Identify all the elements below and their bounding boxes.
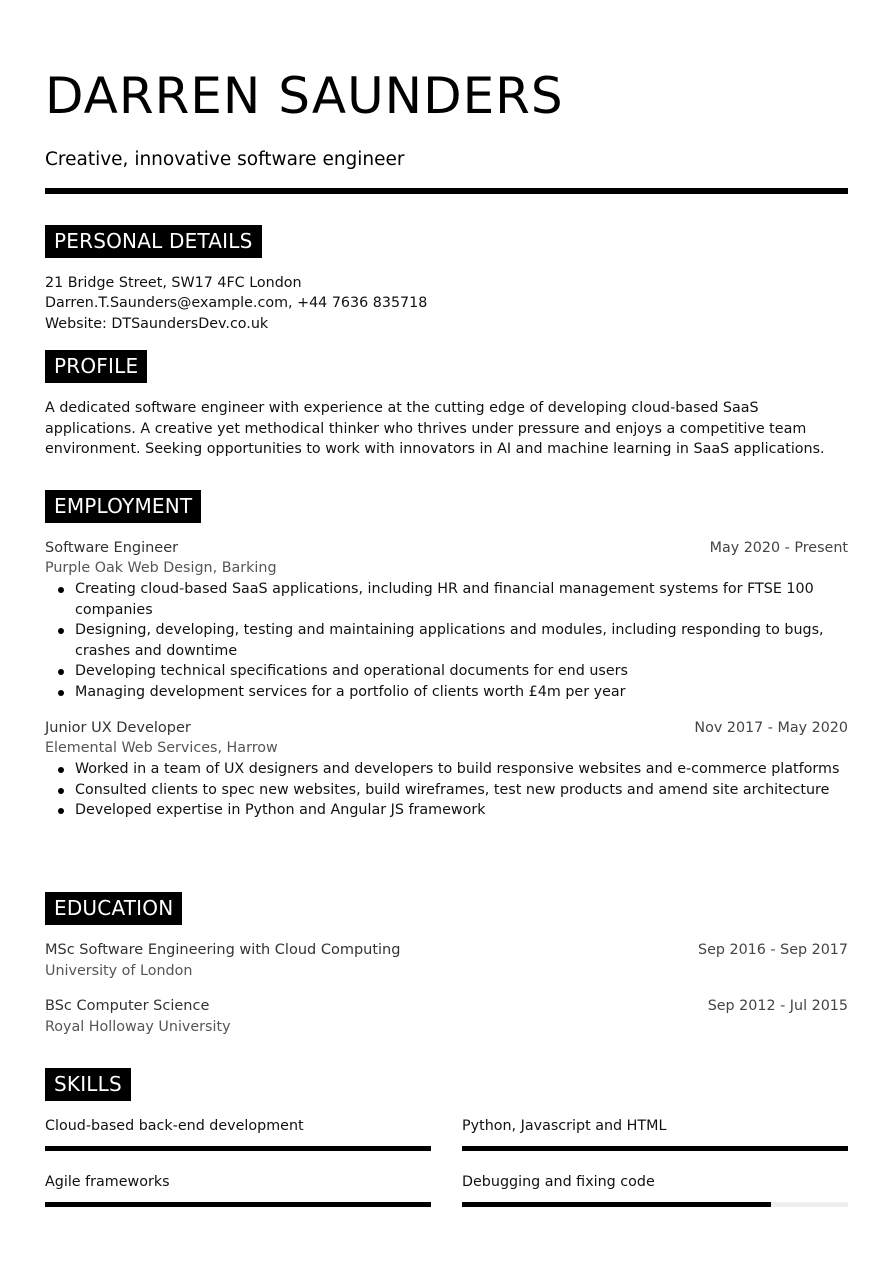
skill-level-bar (45, 1146, 431, 1151)
job-dates: Nov 2017 - May 2020 (694, 720, 848, 736)
skill-level-bar (462, 1146, 848, 1151)
section-title-education: EDUCATION (45, 892, 182, 925)
education-dates: Sep 2016 - Sep 2017 (698, 942, 848, 958)
contact-line: Darren.T.Saunders@example.com, +44 7636 835718 (45, 295, 428, 311)
job-duty: Consulted clients to spec new websites, build wireframes, test new products and amend site architecture (75, 780, 848, 801)
job-duty: Creating cloud-based SaaS applications, including HR and financial management systems for FTSE 100 companies (75, 579, 848, 620)
education-dates: Sep 2012 - Jul 2015 (707, 998, 848, 1014)
job-duty: Managing development services for a portfolio of clients worth £4m per year (75, 682, 848, 703)
section-title-employment: EMPLOYMENT (45, 490, 201, 523)
section-title-profile: PROFILE (45, 350, 147, 383)
school-name: University of London (45, 963, 193, 979)
job-duty: Developed expertise in Python and Angular JS framework (75, 800, 848, 821)
skill-item (462, 1172, 848, 1192)
skill-level-fill (462, 1202, 771, 1207)
skill-level-bar (45, 1202, 431, 1207)
job-duty: Designing, developing, testing and maintaining applications and modules, including responding to bugs, crashes and downtime (75, 620, 848, 661)
degree-title: MSc Software Engineering with Cloud Computing (45, 942, 401, 958)
section-title-personal-details: PERSONAL DETAILS (45, 225, 262, 258)
skill-item (45, 1116, 431, 1136)
skill-label: Cloud-based back-end development (45, 1118, 304, 1134)
skill-item (45, 1172, 431, 1192)
job-title: Junior UX Developer (45, 720, 191, 736)
job-duty: Worked in a team of UX designers and developers to build responsive websites and e-commerce platforms (75, 759, 848, 780)
header-divider (45, 188, 848, 194)
skill-label: Python, Javascript and HTML (462, 1118, 667, 1134)
skill-label: Debugging and fixing code (462, 1174, 655, 1190)
job-duties-list (45, 579, 848, 703)
website-line: Website: DTSaundersDev.co.uk (45, 316, 269, 332)
candidate-name: DARREN SAUNDERS (45, 67, 564, 125)
job-duty: Developing technical specifications and operational documents for end users (75, 661, 848, 682)
section-title-skills: SKILLS (45, 1068, 131, 1101)
job-employer: Elemental Web Services, Harrow (45, 740, 278, 756)
school-name: Royal Holloway University (45, 1019, 231, 1035)
job-dates: May 2020 - Present (709, 540, 848, 556)
degree-title: BSc Computer Science (45, 998, 210, 1014)
job-employer: Purple Oak Web Design, Barking (45, 560, 277, 576)
job-duties-list (45, 759, 848, 821)
skill-item (462, 1116, 848, 1136)
candidate-tagline: Creative, innovative software engineer (45, 149, 405, 170)
skill-level-bar (462, 1202, 848, 1207)
skill-level-fill (462, 1146, 848, 1151)
address-line: 21 Bridge Street, SW17 4FC London (45, 275, 302, 291)
skill-level-fill (45, 1202, 431, 1207)
job-title: Software Engineer (45, 540, 179, 556)
skill-label: Agile frameworks (45, 1174, 170, 1190)
skill-level-fill (45, 1146, 431, 1151)
profile-text: A dedicated software engineer with experience at the cutting edge of developing cloud-based SaaS applications. A creative yet methodical thinker who thrives under pressure and enjoys a competitive team environment. Seeking opportunities to work with innovators in AI and machine learning in SaaS applications. (45, 400, 825, 458)
